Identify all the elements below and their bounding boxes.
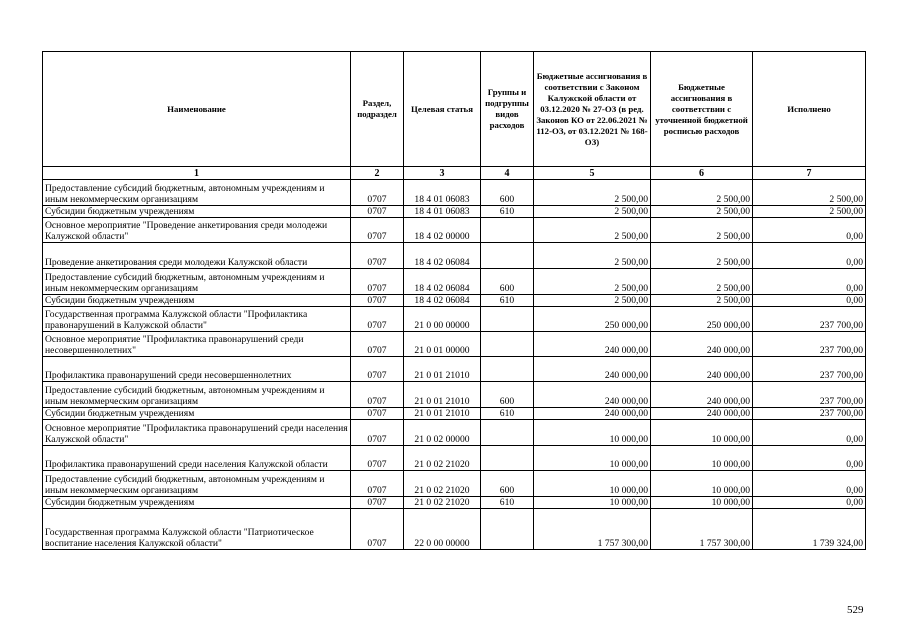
row-assign-law: 10 000,00	[534, 497, 651, 509]
row-name: Субсидии бюджетным учреждениям	[43, 206, 351, 218]
table-row	[43, 509, 866, 550]
row-assign-list: 10 000,00	[651, 471, 753, 497]
row-target: 21 0 01 00000	[404, 332, 481, 357]
row-executed: 237 700,00	[753, 307, 866, 332]
row-section: 0707	[351, 357, 404, 382]
row-executed: 237 700,00	[753, 382, 866, 408]
table-row	[43, 497, 866, 509]
row-target: 21 0 01 21010	[404, 408, 481, 420]
page-number: 529	[847, 604, 864, 616]
row-name: Субсидии бюджетным учреждениям	[43, 497, 351, 509]
row-section: 0707	[351, 218, 404, 243]
row-assign-law: 2 500,00	[534, 243, 651, 269]
column-number: 3	[404, 167, 481, 180]
table-row	[43, 332, 866, 357]
table-row	[43, 408, 866, 420]
row-group	[481, 243, 534, 269]
row-group	[481, 332, 534, 357]
row-assign-list: 10 000,00	[651, 446, 753, 471]
row-executed: 0,00	[753, 269, 866, 295]
table-row	[43, 420, 866, 446]
column-number: 2	[351, 167, 404, 180]
row-section: 0707	[351, 180, 404, 206]
column-number-row	[43, 167, 866, 180]
row-assign-law: 2 500,00	[534, 269, 651, 295]
row-target: 21 0 00 00000	[404, 307, 481, 332]
row-assign-law: 10 000,00	[534, 446, 651, 471]
row-name: Предоставление субсидий бюджетным, автономным учреждениям и иным некоммерческим организациям	[43, 471, 351, 497]
row-executed: 237 700,00	[753, 408, 866, 420]
col-header-name: Наименование	[43, 52, 351, 167]
row-assign-list: 2 500,00	[651, 206, 753, 218]
row-assign-law: 2 500,00	[534, 206, 651, 218]
row-assign-list: 2 500,00	[651, 243, 753, 269]
row-section: 0707	[351, 408, 404, 420]
row-assign-list: 2 500,00	[651, 295, 753, 307]
row-assign-list: 240 000,00	[651, 357, 753, 382]
table-row	[43, 180, 866, 206]
table-row	[43, 218, 866, 243]
row-executed: 2 500,00	[753, 206, 866, 218]
row-assign-list: 240 000,00	[651, 408, 753, 420]
table-row	[43, 382, 866, 408]
row-executed: 0,00	[753, 243, 866, 269]
table-row	[43, 269, 866, 295]
row-group: 600	[481, 471, 534, 497]
row-target: 18 4 02 06084	[404, 295, 481, 307]
column-number: 5	[534, 167, 651, 180]
row-section: 0707	[351, 206, 404, 218]
table-row	[43, 243, 866, 269]
row-name: Основное мероприятие "Проведение анкетирования среди молодежи Калужской области"	[43, 218, 351, 243]
column-number: 1	[43, 167, 351, 180]
row-target: 21 0 02 21020	[404, 497, 481, 509]
row-name: Субсидии бюджетным учреждениям	[43, 295, 351, 307]
row-group: 600	[481, 269, 534, 295]
row-target: 21 0 02 00000	[404, 420, 481, 446]
col-header-assign-list: Бюджетные ассигнования в соответствии с уточненной бюджетной росписью расходов	[651, 52, 753, 167]
table-row	[43, 446, 866, 471]
table-row	[43, 206, 866, 218]
row-target: 21 0 01 21010	[404, 382, 481, 408]
row-name: Государственная программа Калужской области "Патриотическое воспитание населения Калужской области"	[43, 509, 351, 550]
row-assign-law: 2 500,00	[534, 295, 651, 307]
column-number: 6	[651, 167, 753, 180]
row-assign-law: 240 000,00	[534, 382, 651, 408]
row-group: 610	[481, 408, 534, 420]
row-executed: 237 700,00	[753, 332, 866, 357]
row-section: 0707	[351, 243, 404, 269]
row-assign-list: 240 000,00	[651, 382, 753, 408]
row-group	[481, 420, 534, 446]
row-assign-law: 10 000,00	[534, 420, 651, 446]
row-assign-law: 240 000,00	[534, 408, 651, 420]
row-group: 610	[481, 206, 534, 218]
row-name: Государственная программа Калужской области "Профилактика правонарушений в Калужской области"	[43, 307, 351, 332]
row-assign-law: 2 500,00	[534, 180, 651, 206]
row-group: 600	[481, 180, 534, 206]
row-group	[481, 218, 534, 243]
col-header-section: Раздел, подраздел	[351, 52, 404, 167]
row-executed: 0,00	[753, 446, 866, 471]
row-assign-law: 250 000,00	[534, 307, 651, 332]
row-section: 0707	[351, 509, 404, 550]
row-section: 0707	[351, 382, 404, 408]
col-header-executed: Исполнено	[753, 52, 866, 167]
row-target: 18 4 02 06084	[404, 269, 481, 295]
row-group	[481, 509, 534, 550]
row-section: 0707	[351, 471, 404, 497]
row-assign-law: 240 000,00	[534, 357, 651, 382]
col-header-assign-law: Бюджетные ассигнования в соответствии с Законом Калужской области от 03.12.2020 № 27-ОЗ (в ред. Законов КО от 22.06.2021 № 112-ОЗ, от 03.12.2021 № 168-ОЗ)	[534, 52, 651, 167]
table-row	[43, 357, 866, 382]
row-target: 21 0 02 21020	[404, 446, 481, 471]
row-assign-list: 1 757 300,00	[651, 509, 753, 550]
row-name: Предоставление субсидий бюджетным, автономным учреждениям и иным некоммерческим организациям	[43, 180, 351, 206]
table-body	[43, 180, 866, 550]
row-assign-law: 1 757 300,00	[534, 509, 651, 550]
row-name: Предоставление субсидий бюджетным, автономным учреждениям и иным некоммерческим организациям	[43, 382, 351, 408]
row-assign-list: 2 500,00	[651, 269, 753, 295]
row-executed: 0,00	[753, 471, 866, 497]
row-assign-law: 10 000,00	[534, 471, 651, 497]
col-header-groups: Группы и подгруппы видов расходов	[481, 52, 534, 167]
row-target: 18 4 01 06083	[404, 180, 481, 206]
column-number: 7	[753, 167, 866, 180]
row-assign-law: 240 000,00	[534, 332, 651, 357]
row-target: 18 4 01 06083	[404, 206, 481, 218]
row-section: 0707	[351, 420, 404, 446]
row-executed: 1 739 324,00	[753, 509, 866, 550]
row-target: 18 4 02 00000	[404, 218, 481, 243]
row-section: 0707	[351, 269, 404, 295]
row-assign-list: 10 000,00	[651, 497, 753, 509]
row-group: 610	[481, 497, 534, 509]
row-section: 0707	[351, 307, 404, 332]
row-executed: 0,00	[753, 497, 866, 509]
row-assign-list: 2 500,00	[651, 218, 753, 243]
row-section: 0707	[351, 446, 404, 471]
row-group	[481, 446, 534, 471]
row-assign-law: 2 500,00	[534, 218, 651, 243]
row-executed: 0,00	[753, 295, 866, 307]
row-name: Основное мероприятие "Профилактика правонарушений среди несовершеннолетних"	[43, 332, 351, 357]
column-number: 4	[481, 167, 534, 180]
row-group	[481, 307, 534, 332]
row-name: Проведение анкетирования среди молодежи Калужской области	[43, 243, 351, 269]
row-name: Основное мероприятие "Профилактика правонарушений среди населения Калужской области"	[43, 420, 351, 446]
row-executed: 0,00	[753, 420, 866, 446]
col-header-target: Целевая статья	[404, 52, 481, 167]
row-name: Профилактика правонарушений среди населения Калужской области	[43, 446, 351, 471]
row-name: Профилактика правонарушений среди несовершеннолетних	[43, 357, 351, 382]
row-target: 18 4 02 06084	[404, 243, 481, 269]
row-name: Предоставление субсидий бюджетным, автономным учреждениям и иным некоммерческим организациям	[43, 269, 351, 295]
table-row	[43, 295, 866, 307]
row-group: 610	[481, 295, 534, 307]
row-executed: 2 500,00	[753, 180, 866, 206]
row-executed: 237 700,00	[753, 357, 866, 382]
row-name: Субсидии бюджетным учреждениям	[43, 408, 351, 420]
row-group	[481, 357, 534, 382]
row-section: 0707	[351, 295, 404, 307]
row-target: 22 0 00 00000	[404, 509, 481, 550]
row-executed: 0,00	[753, 218, 866, 243]
row-assign-list: 2 500,00	[651, 180, 753, 206]
row-assign-list: 250 000,00	[651, 307, 753, 332]
row-section: 0707	[351, 332, 404, 357]
row-group: 600	[481, 382, 534, 408]
row-target: 21 0 01 21010	[404, 357, 481, 382]
budget-table	[42, 51, 866, 550]
row-section: 0707	[351, 497, 404, 509]
table-row	[43, 471, 866, 497]
row-assign-list: 10 000,00	[651, 420, 753, 446]
row-assign-list: 240 000,00	[651, 332, 753, 357]
table-row	[43, 307, 866, 332]
header-row	[43, 52, 866, 167]
row-target: 21 0 02 21020	[404, 471, 481, 497]
